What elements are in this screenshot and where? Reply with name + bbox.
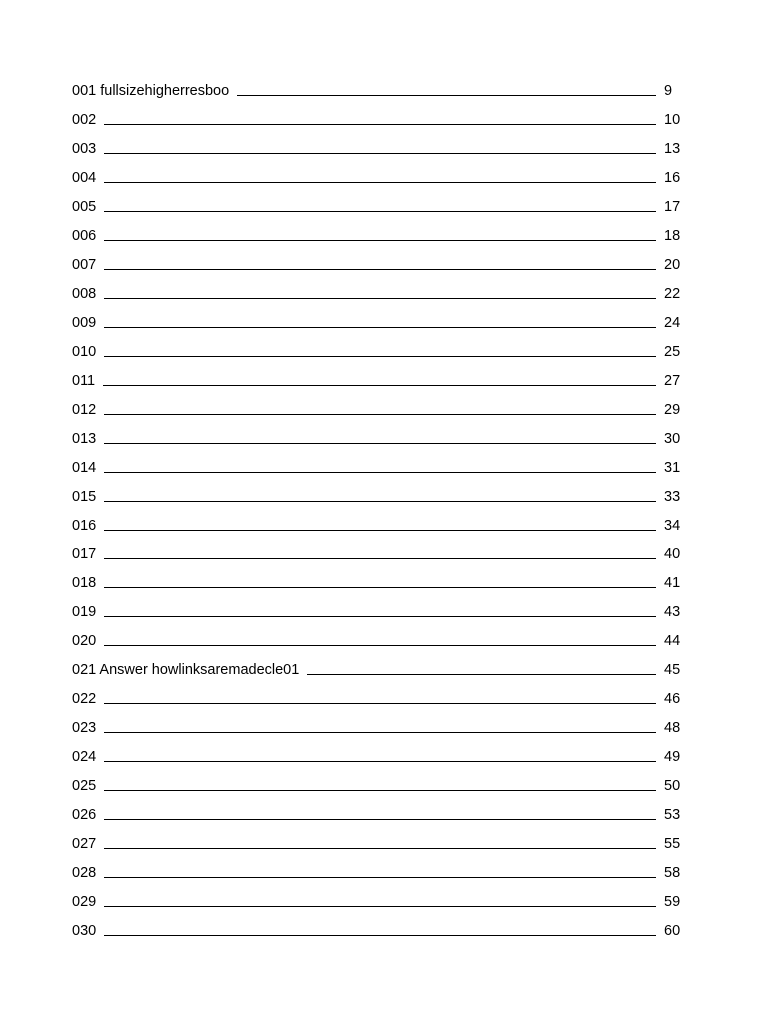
toc-entry[interactable]	[72, 362, 680, 391]
entry-label: 002	[72, 111, 97, 128]
entry-page-number: 24	[664, 314, 681, 331]
toc-entry[interactable]	[72, 275, 680, 304]
entry-label: 020	[72, 633, 97, 650]
dot-leader	[104, 558, 656, 559]
toc-entry[interactable]	[72, 72, 680, 101]
entry-page-number: 10	[664, 111, 681, 128]
dot-leader	[104, 211, 656, 212]
entry-label: 013	[72, 430, 97, 447]
toc-entry[interactable]	[72, 564, 680, 593]
dot-leader	[104, 240, 656, 241]
toc-entry[interactable]	[72, 246, 680, 275]
dot-leader	[104, 732, 656, 733]
entry-label: 025	[72, 778, 97, 795]
toc-entry[interactable]	[72, 767, 680, 796]
dot-leader	[104, 356, 656, 357]
dot-leader	[104, 298, 656, 299]
toc-entry[interactable]	[72, 391, 680, 420]
entry-page-number: 48	[664, 720, 681, 737]
toc-entry[interactable]	[72, 738, 680, 767]
entry-label: 022	[72, 691, 97, 708]
toc-entry[interactable]	[72, 130, 680, 159]
dot-leader	[104, 877, 656, 878]
entry-page-number: 22	[664, 285, 681, 302]
entry-page-number: 45	[664, 662, 681, 679]
toc-entry[interactable]	[72, 536, 680, 565]
entry-label: 005	[72, 198, 97, 215]
entry-page-number: 44	[664, 633, 681, 650]
entry-label: 010	[72, 343, 97, 360]
toc-entry[interactable]	[72, 796, 680, 825]
entry-page-number: 60	[664, 923, 681, 940]
entry-page-number: 25	[664, 343, 681, 360]
entry-page-number: 18	[664, 227, 681, 244]
toc-entry[interactable]	[72, 912, 680, 941]
dot-leader	[104, 906, 656, 907]
entry-label: 024	[72, 749, 97, 766]
entry-page-number: 31	[664, 459, 681, 476]
entry-label: 023	[72, 720, 97, 737]
entry-label: 008	[72, 285, 97, 302]
entry-page-number: 55	[664, 836, 681, 853]
entry-page-number: 30	[664, 430, 681, 447]
entry-label: 029	[72, 894, 97, 911]
entry-label: 015	[72, 488, 97, 505]
entry-page-number: 13	[664, 140, 681, 157]
entry-page-number: 27	[664, 372, 681, 389]
dot-leader	[104, 761, 656, 762]
entry-label: 006	[72, 227, 97, 244]
dot-leader	[104, 935, 656, 936]
entry-label: 009	[72, 314, 97, 331]
dot-leader	[104, 269, 656, 270]
dot-leader	[104, 616, 656, 617]
entry-label: 018	[72, 575, 97, 592]
entry-page-number: 41	[664, 575, 681, 592]
toc-entry[interactable]	[72, 507, 680, 536]
entry-label: 027	[72, 836, 97, 853]
toc-entry[interactable]	[72, 333, 680, 362]
entry-label: 016	[72, 517, 97, 534]
entry-label: 014	[72, 459, 97, 476]
entry-label: 028	[72, 865, 97, 882]
dot-leader	[104, 790, 656, 791]
entry-label: 030	[72, 923, 97, 940]
toc-entry[interactable]	[72, 854, 680, 883]
table-of-contents	[72, 72, 680, 941]
toc-entry[interactable]	[72, 420, 680, 449]
entry-page-number: 9	[664, 82, 673, 99]
dot-leader	[104, 153, 656, 154]
entry-label: 012	[72, 401, 97, 418]
dot-leader	[104, 472, 656, 473]
dot-leader	[104, 327, 656, 328]
entry-label: 017	[72, 546, 97, 563]
toc-entry[interactable]	[72, 304, 680, 333]
entry-page-number: 20	[664, 256, 681, 273]
dot-leader	[103, 385, 656, 386]
entry-page-number: 50	[664, 778, 681, 795]
entry-page-number: 46	[664, 691, 681, 708]
dot-leader	[104, 530, 656, 531]
toc-entry[interactable]	[72, 709, 680, 738]
entry-page-number: 16	[664, 169, 681, 186]
toc-entry[interactable]	[72, 449, 680, 478]
entry-page-number: 53	[664, 807, 681, 824]
entry-label: 019	[72, 604, 97, 621]
dot-leader	[104, 501, 656, 502]
toc-entry[interactable]	[72, 825, 680, 854]
entry-label: 007	[72, 256, 97, 273]
dot-leader	[104, 414, 656, 415]
dot-leader	[104, 848, 656, 849]
toc-entry[interactable]	[72, 217, 680, 246]
entry-label: 026	[72, 807, 97, 824]
entry-page-number: 40	[664, 546, 681, 563]
entry-page-number: 33	[664, 488, 681, 505]
dot-leader	[307, 674, 656, 675]
entry-page-number: 34	[664, 517, 681, 534]
toc-entry[interactable]	[72, 651, 680, 680]
dot-leader	[104, 182, 656, 183]
entry-label: 021 Answer howlinksaremadecle01	[72, 662, 300, 679]
entry-label: 004	[72, 169, 97, 186]
dot-leader	[104, 645, 656, 646]
dot-leader	[104, 124, 656, 125]
toc-entry[interactable]	[72, 159, 680, 188]
entry-page-number: 43	[664, 604, 681, 621]
dot-leader	[104, 587, 656, 588]
toc-entry[interactable]	[72, 622, 680, 651]
toc-entry[interactable]	[72, 101, 680, 130]
dot-leader	[237, 95, 656, 96]
toc-entry[interactable]	[72, 680, 680, 709]
toc-entry[interactable]	[72, 478, 680, 507]
dot-leader	[104, 819, 656, 820]
entry-page-number: 49	[664, 749, 681, 766]
toc-entry[interactable]	[72, 188, 680, 217]
entry-label: 011	[72, 372, 96, 389]
dot-leader	[104, 703, 656, 704]
dot-leader	[104, 443, 656, 444]
toc-entry[interactable]	[72, 883, 680, 912]
entry-page-number: 17	[664, 198, 681, 215]
entry-page-number: 59	[664, 894, 681, 911]
toc-entry[interactable]	[72, 593, 680, 622]
entry-label: 001 fullsizehigherresboo	[72, 82, 230, 99]
entry-page-number: 29	[664, 401, 681, 418]
entry-page-number: 58	[664, 865, 681, 882]
entry-label: 003	[72, 140, 97, 157]
